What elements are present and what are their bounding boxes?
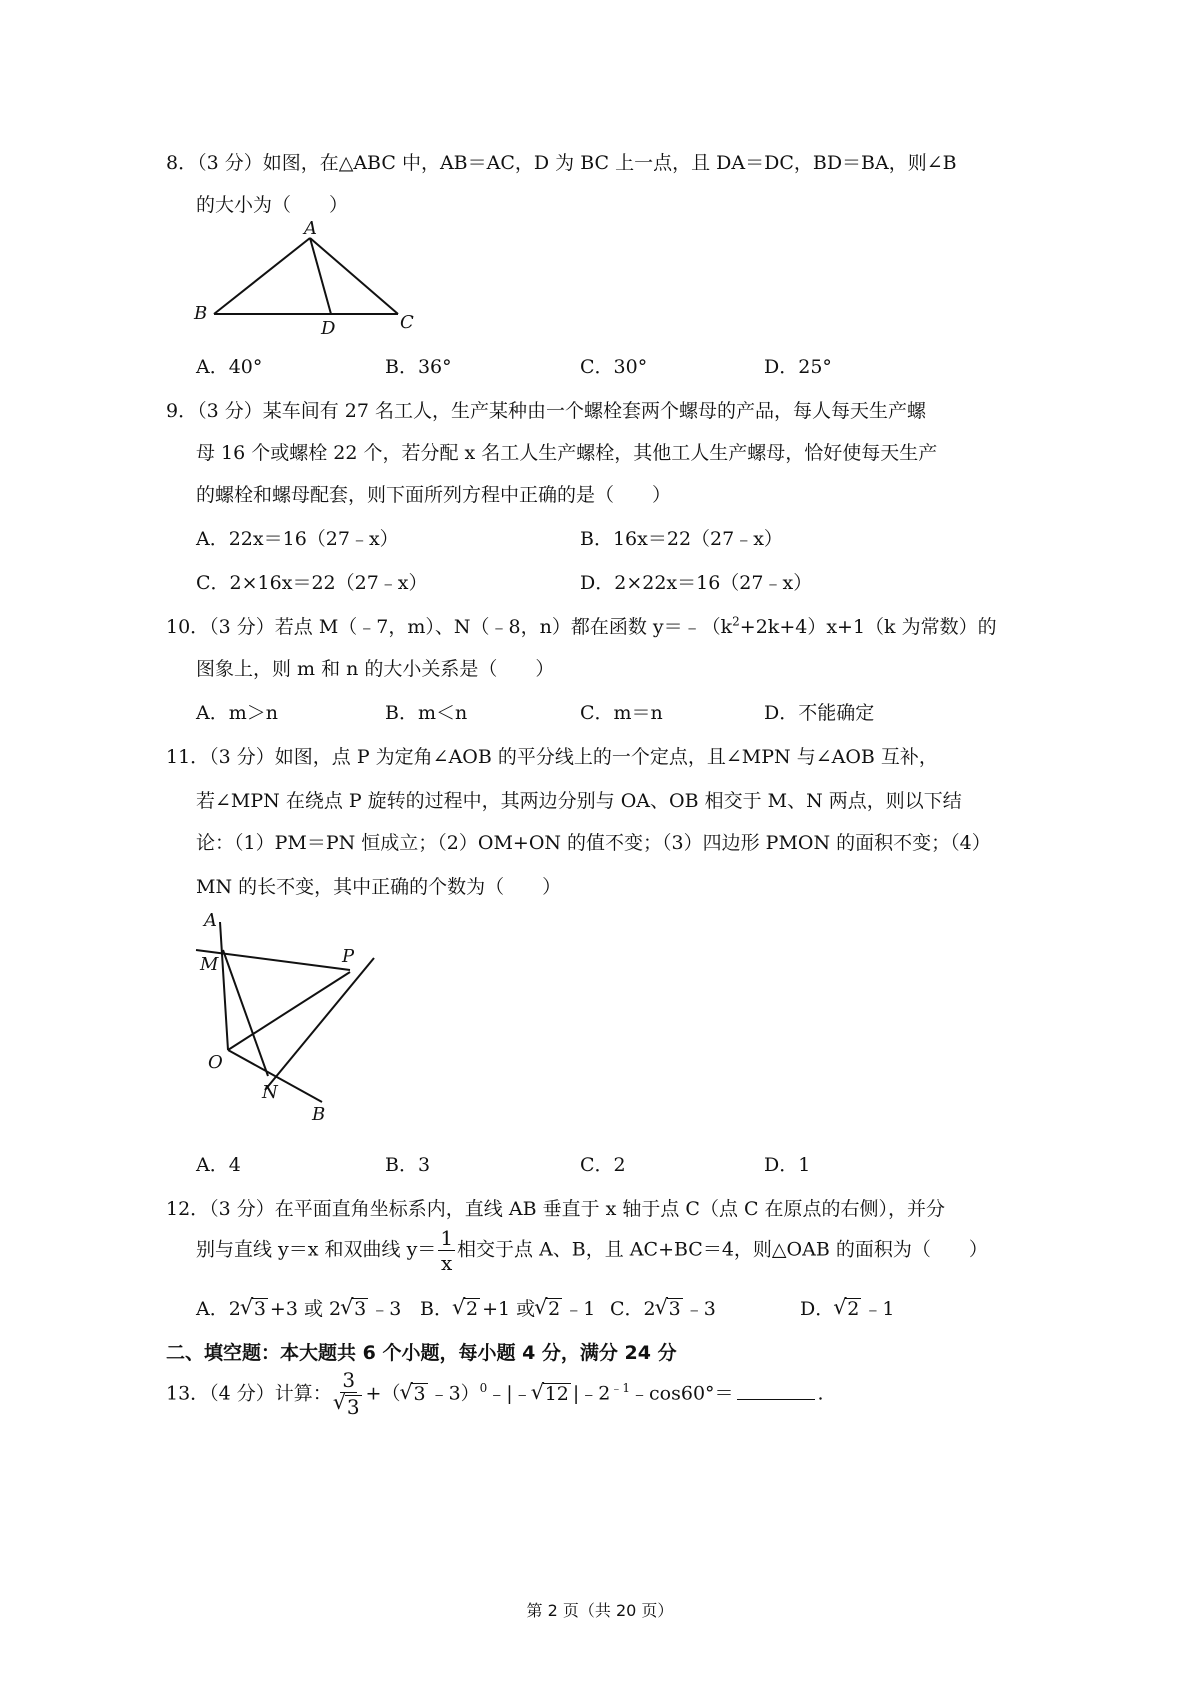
q12-option-c xyxy=(610,1294,716,1321)
q9-line2: 母 16 个或螺栓 22 个，若分配 x 名工人生产螺栓，其他工人生产螺母，恰好使每天生产 xyxy=(196,442,938,464)
q12-frac-num: 1 xyxy=(440,1226,454,1250)
q12-option-a xyxy=(196,1294,401,1321)
q9-option-d: D．2×22x＝16（27﹣x） xyxy=(580,572,813,594)
q12-optC-post: ﹣3 xyxy=(684,1298,716,1320)
q10-line1-a: 10．（3 分）若点 M（﹣7，m）、N（﹣8，n）都在函数 y＝﹣（k xyxy=(166,616,733,638)
section-heading: 二、填空题：本大题共 6 个小题，每小题 4 分，满分 24 分 xyxy=(166,1342,677,1364)
q11-angle-figure xyxy=(190,910,390,1130)
q10-option-c: C．m＝n xyxy=(580,702,663,724)
q13-root1: 3 xyxy=(413,1382,426,1405)
q9-option-c: C．2×16x＝22（27﹣x） xyxy=(196,572,428,594)
q8-line1: 8．（3 分）如图，在△ABC 中，AB＝AC，D 为 BC 上一点，且 DA＝DC，BD＝BA，则∠B xyxy=(166,152,957,174)
q12-option-d xyxy=(800,1294,894,1321)
q11-option-c: C．2 xyxy=(580,1154,626,1176)
q12-optB-r2: 2 xyxy=(548,1298,561,1320)
sqrt-symbol xyxy=(834,1298,861,1321)
q12-optB-mid: +1 或 xyxy=(482,1298,536,1320)
q12-optA-r2: 3 xyxy=(354,1298,367,1320)
q8-label-c: C xyxy=(400,312,414,333)
sqrt-symbol xyxy=(400,1383,427,1406)
q10-line1-sup: 2 xyxy=(732,614,740,629)
q10-option-a: A．m＞n xyxy=(196,702,278,724)
q9-line3: 的螺栓和螺母配套，则下面所列方程中正确的是（ ） xyxy=(196,484,672,506)
q9-option-a: A．22x＝16（27﹣x） xyxy=(196,528,399,550)
q12-optB-pre: B． xyxy=(420,1298,453,1320)
q13-frac-den-root: 3 xyxy=(346,1395,360,1419)
q11-line3: 论：（1）PM＝PN 恒成立；（2）OM+ON 的值不变；（3）四边形 PMON 的面积不变；（4） xyxy=(196,832,991,854)
q10-line1 xyxy=(166,612,997,639)
q10-option-b: B．m＜n xyxy=(385,702,468,724)
q11-label-b: B xyxy=(312,1104,326,1125)
q11-label-n: N xyxy=(262,1082,278,1103)
q12-optD-pre: D． xyxy=(800,1298,835,1320)
q12-optD-r: 2 xyxy=(847,1298,860,1320)
q8-triangle-figure xyxy=(188,218,428,348)
q12-optA-post: ﹣3 xyxy=(370,1298,402,1320)
q11-label-o: O xyxy=(208,1052,223,1073)
q8-option-b: B．36° xyxy=(385,356,452,378)
q11-line2: 若∠MPN 在绕点 P 旋转的过程中，其两边分别与 OA、OB 相交于 M、N 两点，则以下结 xyxy=(196,790,962,812)
sqrt-symbol xyxy=(453,1298,480,1321)
q13-end: . xyxy=(817,1382,824,1405)
q9-line1: 9．（3 分）某车间有 27 名工人，生产某种由一个螺栓套两个螺母的产品，每人每天生产螺 xyxy=(166,400,926,422)
q10-line2: 图象上，则 m 和 n 的大小关系是（ ） xyxy=(196,658,555,680)
q12-optD-post: ﹣1 xyxy=(863,1298,895,1320)
q11-option-b: B．3 xyxy=(385,1154,431,1176)
sqrt-symbol xyxy=(535,1298,562,1321)
q12-optA-r1: 3 xyxy=(253,1298,266,1320)
q8-label-d: D xyxy=(321,318,336,339)
sqrt-symbol xyxy=(334,1395,362,1419)
q12-optA-mid: +3 或 2 xyxy=(269,1298,342,1320)
q12-optC-pre: C．2 xyxy=(610,1298,656,1320)
q12-optA-pre: A．2 xyxy=(196,1298,241,1320)
q11-line1: 11．（3 分）如图，点 P 为定角∠AOB 的平分线上的一个定点，且∠MPN 与∠AOB 互补， xyxy=(166,746,938,768)
q13-sup0: 0 xyxy=(479,1381,488,1396)
q13-root2: 12 xyxy=(544,1382,569,1405)
q10-option-d: D．不能确定 xyxy=(764,702,875,724)
q13-part5: ﹣cos60°＝ xyxy=(630,1382,734,1405)
q11-label-p: P xyxy=(342,946,355,967)
q11-option-a: A．4 xyxy=(196,1154,241,1176)
q13-frac-den xyxy=(334,1393,364,1419)
q12-line1: 12．（3 分）在平面直角坐标系内，直线 AB 垂直于 x 轴于点 C（点 C 在原点的右侧），并分 xyxy=(166,1198,946,1220)
q13-sup1: ﹣1 xyxy=(610,1381,631,1396)
q11-option-d: D．1 xyxy=(764,1154,811,1176)
q8-option-d: D．25° xyxy=(764,356,832,378)
page-footer: 第 2 页（共 20 页） xyxy=(526,1601,674,1620)
q8-label-a: A xyxy=(304,218,317,239)
q13-frac-num: 3 xyxy=(342,1368,356,1392)
q13-part1: +（ xyxy=(365,1382,401,1405)
q12-line2-b: 相交于点 A、B，且 AC+BC＝4，则△OAB 的面积为（ ） xyxy=(457,1238,988,1261)
q12-frac-den: x xyxy=(441,1251,453,1275)
q12-line2-a: 别与直线 y＝x 和双曲线 y＝ xyxy=(196,1238,437,1261)
q11-line4: MN 的长不变，其中正确的个数为（ ） xyxy=(196,876,562,898)
q8-option-a: A．40° xyxy=(196,356,263,378)
answer-blank xyxy=(737,1398,815,1400)
q8-line2: 的大小为（ ） xyxy=(196,194,349,216)
q13-part4: |﹣2 xyxy=(572,1382,611,1405)
q11-label-m: M xyxy=(200,954,219,975)
q13-part2: ﹣3） xyxy=(429,1382,480,1405)
q12-fraction xyxy=(438,1228,455,1273)
q13-prefix: 13．（4 分）计算： xyxy=(166,1382,332,1405)
q12-optB-post: ﹣1 xyxy=(564,1298,596,1320)
q12-option-b xyxy=(420,1294,595,1321)
sqrt-symbol xyxy=(656,1298,683,1321)
q8-label-b: B xyxy=(194,303,208,324)
q12-optB-r1: 2 xyxy=(465,1298,479,1320)
q8-option-c: C．30° xyxy=(580,356,648,378)
q11-label-a: A xyxy=(204,910,217,931)
sqrt-symbol xyxy=(532,1383,571,1406)
q13-line xyxy=(166,1370,824,1419)
q12-line2 xyxy=(196,1228,988,1273)
q12-optC-r: 3 xyxy=(668,1298,681,1320)
sqrt-symbol xyxy=(241,1298,268,1321)
q10-line1-b: +2k+4）x+1（k 为常数）的 xyxy=(739,616,997,638)
q9-option-b: B．16x＝22（27﹣x） xyxy=(580,528,783,550)
q13-fraction xyxy=(334,1370,364,1419)
sqrt-symbol xyxy=(341,1298,368,1321)
q13-part3: ﹣|﹣ xyxy=(487,1382,532,1405)
